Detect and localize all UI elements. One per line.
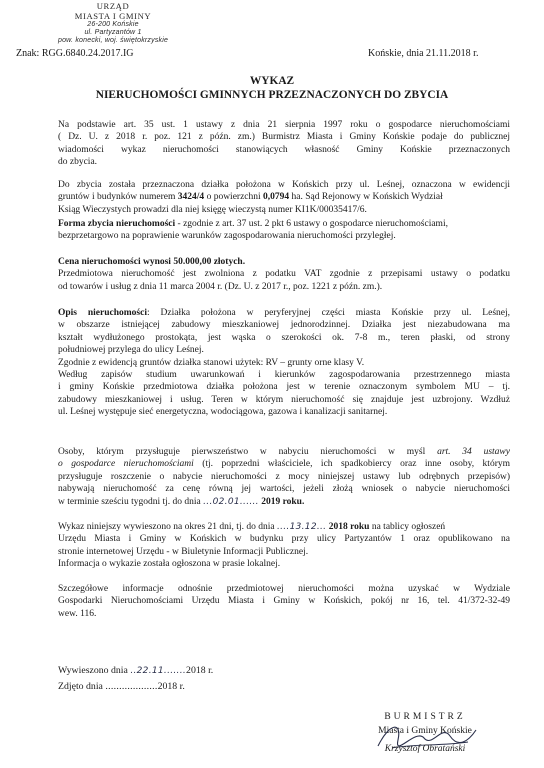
- signatory-name: Krzysztof Obratański: [384, 744, 466, 754]
- text-line: do zbycia.: [58, 157, 98, 168]
- stamp-line: pow. konecki, woj. świętokrzyskie: [58, 37, 169, 45]
- text-fragment: Zdjęto dnia: [58, 681, 106, 692]
- place-date: Końskie, dnia 21.11.2018 r.: [368, 48, 479, 59]
- description-paragraph: [58, 307, 510, 419]
- text-line: ( Dz. U. z 2018 r. poz. 121 z późn. zm.) Burmistrz Miasta i Gminy Końskie podaje do publicznej: [58, 132, 510, 143]
- price-label: Cena nieruchomości wynosi 50.000,00 złotych.: [58, 257, 246, 267]
- form-paragraph: [58, 218, 510, 243]
- info-paragraph: [58, 583, 510, 620]
- text-line: [58, 521, 510, 533]
- text-line: Zgodnie z ewidencją gruntów działka stanowi użytek: RV – grunty orne klasy V.: [58, 357, 365, 368]
- text-line: [58, 191, 510, 203]
- text-fragment: Wywieszono dnia: [58, 665, 131, 676]
- text-line: [58, 681, 298, 693]
- intro-paragraph: [58, 119, 510, 169]
- text-line: nabywają nieruchomość za cenę równą jej wartości, jeżeli złożą wniosek o nabycie nieruchomości: [58, 484, 510, 495]
- posting-paragraph: [58, 521, 510, 571]
- text-fragment: na tablicy ogłoszeń: [369, 522, 446, 532]
- stamp-line: ul. Partyzantów 1: [84, 29, 142, 37]
- text-line: Ksiąg Wieczystych prowadzi dla niej księgę wieczystą numer KI1K/00035417/6.: [58, 204, 367, 215]
- parcel-area: 0,0794: [263, 192, 290, 203]
- handwritten-posted-date: ..22.11.......: [130, 666, 187, 676]
- form-label: Forma zbycia nieruchomości: [58, 219, 176, 229]
- law-reference: o gospodarce nieruchomościami: [58, 459, 194, 470]
- text-line: Gospodarki Nieruchomościami Urzędu Miasta i Gminy w Końskich, pokój nr 16, tel. 41/372-32-49: [58, 596, 510, 607]
- parcel-number: 3424/4: [177, 192, 205, 203]
- text-fragment: Osoby, którym przysługuje pierwszeństwo w nabyciu nieruchomości w myśl: [58, 447, 438, 457]
- text-line: [58, 665, 298, 677]
- text-line: Według zapisów studium uwarunkowań i kierunków zagospodarowania przestrzennego miasta: [58, 370, 510, 381]
- signature-title: BURMISTRZ: [384, 712, 466, 722]
- signature-subtitle: Miasta i Gminy Końskie: [378, 726, 472, 736]
- text-line: wew. 116.: [58, 608, 97, 619]
- text-line: przysługuje roszczenie o nabycie nieruchomości z mocy niniejszej ustawy lub odrębnych przepisów): [58, 471, 510, 482]
- text-line: [58, 496, 510, 508]
- text-line: [58, 446, 510, 458]
- text-fragment: 2018 r.: [186, 665, 214, 676]
- text-fragment: 2018 r.: [157, 681, 185, 692]
- text-line: ul. Leśnej występuje sieć energetyczna, wodociągowa, gazowa i kanalizacji sanitarnej.: [58, 407, 388, 418]
- text-fragment: o powierzchni: [204, 192, 264, 203]
- text-line: południowej przylega do ulicy Leśnej.: [58, 345, 204, 356]
- text-line: [58, 307, 510, 319]
- text-line: Informacja o wykazie została ogłoszona w prasie lokalnej.: [58, 559, 281, 570]
- text-line: od towarów i usług z dnia 11 marca 2004 r. (Dz. U. z 2017 r., poz. 1221 z późn. zm.).: [58, 281, 383, 292]
- removed-line: [58, 681, 298, 693]
- text-line: i gminy Końskie przedmiotowa działka położona jest w terenie oznaczonym symbolem MU – tj.: [58, 382, 510, 393]
- text-line: Szczegółowe informacje odnośnie przedmiotowej nieruchomości można uzyskać w Wydziale: [58, 584, 510, 594]
- text-line: Na podstawie art. 35 ust. 1 ustawy z dnia 21 sierpnia 1997 roku o gospodarce nieruchomościami: [58, 120, 510, 130]
- office-stamp: [58, 2, 168, 45]
- designation-paragraph: [58, 179, 510, 216]
- text-line: Przedmiotowa nieruchomość jest zwolniona z podatku VAT zgodnie z przepisami ustawy o podatku: [58, 269, 510, 280]
- text-line: Do zbycia została przeznaczona działka położona w Końskich przy ul. Leśnej, oznaczona w ewidencji: [58, 180, 510, 190]
- removed-date-blank: ...................: [105, 681, 158, 692]
- text-line: bezprzetargowo na poprawienie warunków zagospodarowania nieruchomości przyległej.: [58, 231, 396, 242]
- text-line: kształt wydłużonego prostokąta, jest wąska o szerokości ok. 7-8 m., teren płaski, od strony: [58, 332, 510, 343]
- posted-line: [58, 665, 298, 677]
- price-paragraph: [58, 256, 510, 293]
- text-fragment: gruntów i budynków numerem: [58, 192, 178, 203]
- law-reference: art. 34 ustawy: [437, 447, 510, 457]
- text-fragment: Wykaz niniejszy wywieszono na okres 21 dni, tj. do dnia: [58, 522, 277, 532]
- text-fragment: : Działka położona w peryferyjnej części miasta Końskie przy ul. Leśnej,: [147, 308, 510, 318]
- text-line: Urzędu Miasta i Gminy w Końskich w budynku przy ulicy Partyzantów 1 oraz opublikowano na: [58, 534, 510, 545]
- stamp-line: MIASTA I GMINY: [74, 10, 152, 21]
- text-line: stronie internetowej Urzędu - w Biuletynie Informacji Publicznej.: [58, 546, 309, 557]
- text-fragment: 2018 roku: [326, 522, 370, 532]
- text-line: [58, 218, 510, 230]
- handwritten-date: ....13.12...: [276, 522, 327, 532]
- text-line: zabudowy mieszkaniowej i usług. Teren w którym nieruchomość się znajduje jest uzbrojony. Wzdłuż: [58, 394, 510, 405]
- text-line: [58, 458, 510, 470]
- priority-paragraph: [58, 446, 510, 508]
- text-line: wiadomości wykaz nieruchomości stanowiących własność Gminy Końskie przeznaczonych: [58, 144, 510, 155]
- text-fragment: w terminie sześciu tygodni tj. do dnia: [58, 496, 204, 507]
- handwritten-deadline: ...02.01......: [203, 496, 259, 507]
- text-fragment: 2019 roku.: [258, 496, 305, 507]
- document-title: WYKAZ: [249, 75, 295, 87]
- stamp-line: URZĄD: [96, 1, 130, 11]
- description-label: Opis nieruchomości: [58, 308, 147, 318]
- stamp-line: 26-200 Końskie: [87, 21, 139, 29]
- text-fragment: (tj. poprzedni właściciele, ich spadkobiercy oraz inne osoby, którym: [193, 459, 510, 470]
- text-fragment: - zgodnie z art. 37 ust. 2 pkt 6 ustawy o gospodarce nieruchomościami,: [175, 219, 448, 229]
- reference-number: Znak: RGG.6840.24.2017.IG: [16, 48, 134, 59]
- text-fragment: ha. Sąd Rejonowy w Końskich Wydział: [289, 192, 443, 203]
- text-line: w obszarze istniejącej zabudowy mieszkaniowej jednorodzinnej. Działka jest niezabudowana ma: [58, 320, 510, 331]
- document-subtitle: NIERUCHOMOŚCI GMINNYCH PRZEZNACZONYCH DO ZBYCIA: [95, 89, 449, 101]
